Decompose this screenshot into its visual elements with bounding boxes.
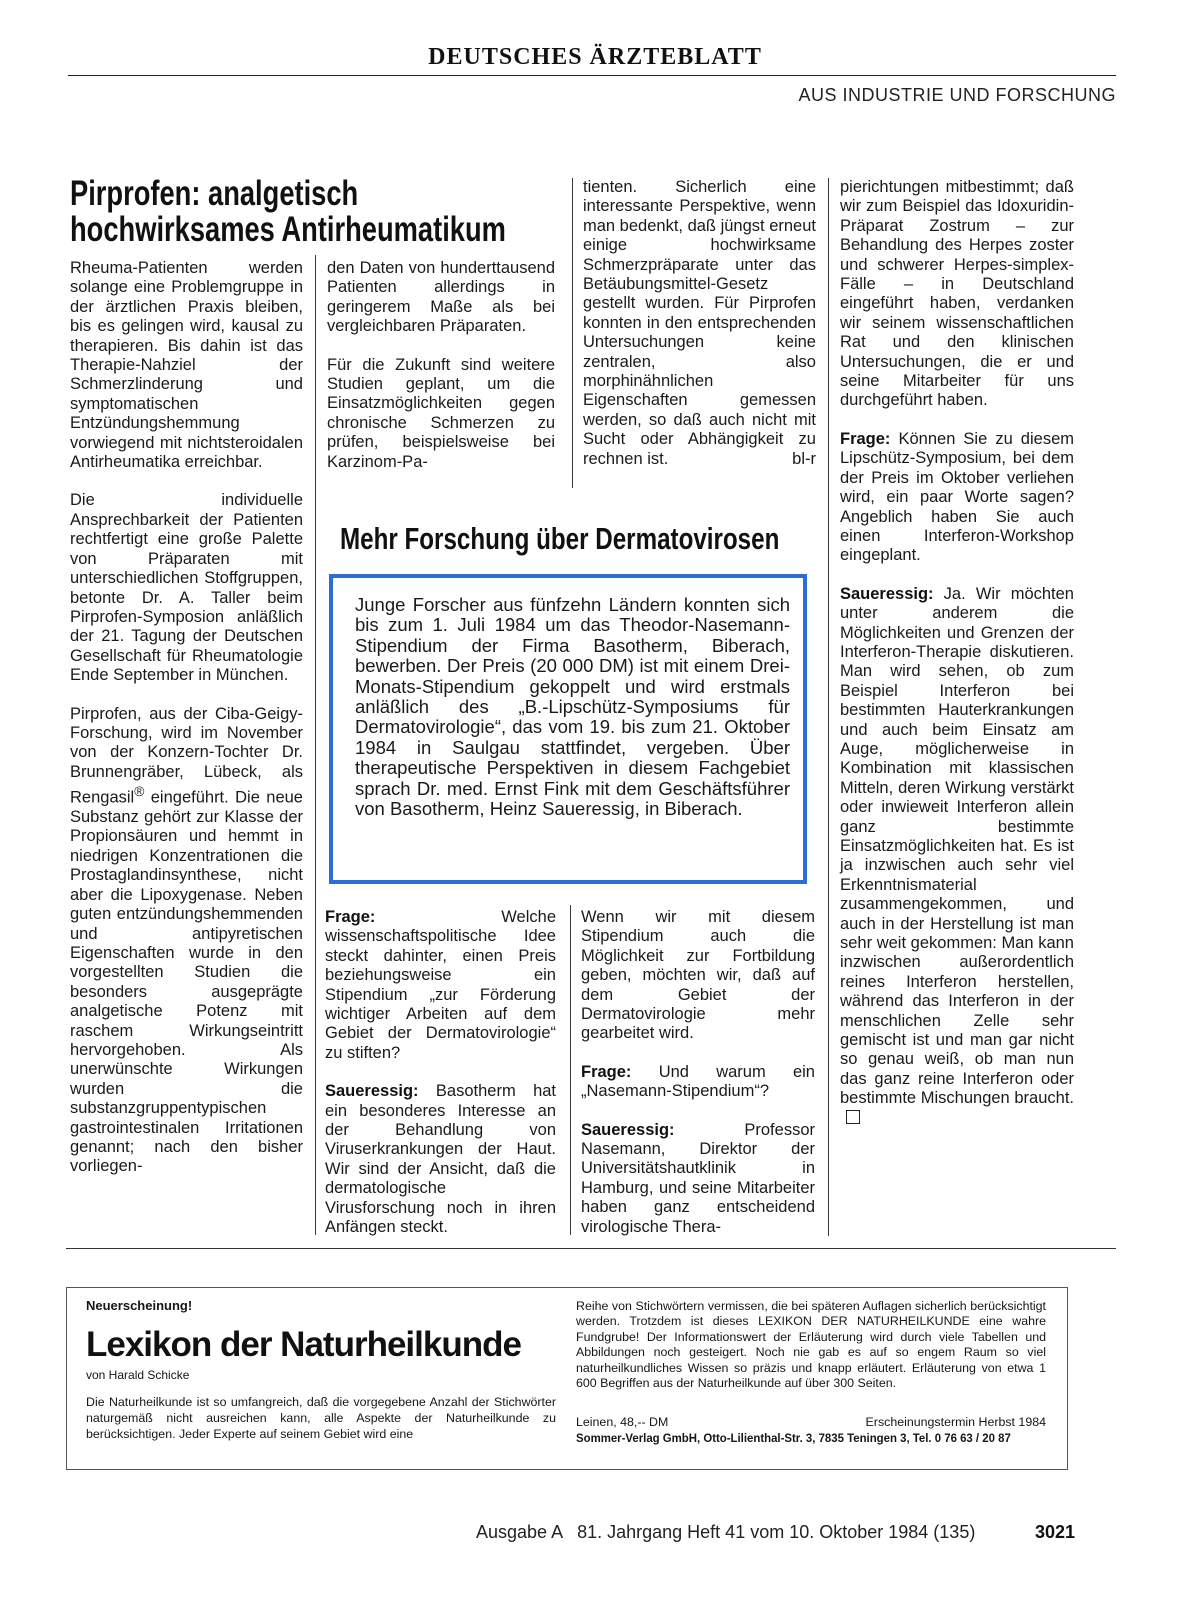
- footer-edition-info: Ausgabe A 81. Jahrgang Heft 41 vom 10. Oktober 1984 (135): [476, 1522, 976, 1542]
- interview-column-2: [581, 908, 815, 1256]
- interview-column-1: [325, 908, 556, 1257]
- answer-text: Professor Nasemann, Direktor der Universitätshautklinik in Hamburg, und seine Mitarbeiter haben ganz entscheidend virologische Thera-: [581, 1120, 815, 1236]
- article-title-line-1: Pirprofen: analgetisch: [70, 174, 359, 213]
- masthead: DEUTSCHES ÄRZTEBLATT: [428, 44, 762, 70]
- question-text: Welche wissenschaftspolitische Idee steckt dahinter, einen Preis beziehungsweise ein Stipendium „zur Förderung wichtiger Arbeiten auf dem Gebiet der Dermatovirologie“ zu stiften?: [325, 908, 556, 1062]
- page-number: 3021: [1035, 1522, 1076, 1542]
- speaker-label: Saueressig:: [840, 584, 934, 603]
- interview-question: [325, 908, 556, 1063]
- speaker-label: Saueressig:: [581, 1120, 675, 1139]
- article-column-1: [70, 259, 303, 1196]
- paragraph: Wenn wir mit diesem Stipendium auch die Möglichkeit zur Fortbildung geben, möchten wir, daß auf dem Gebiet der Dermatovirologie mehr gearbeitet wird.: [581, 908, 815, 1043]
- paragraph: [583, 178, 816, 469]
- interview-column-3: [840, 178, 1074, 1147]
- intro-text: Junge Forscher aus fünfzehn Ländern konnten sich bis zum 1. Juli 1984 um das Theodor-Nasemann-Stipendium der Firma Basotherm, Biberach, bewerben. Der Preis (20 000 DM) ist mit einem Drei-Monats-Stipendium gekoppelt und wird erstmals anläßlich des „B.-Lipschütz-Symposiums für Dermatovirologie“, das vom 19. bis zum 21. Oktober 1984 in Saulgau stattfindet, vergeben. Über therapeutische Perspektiven in diesem Fachgebiet sprach Dr. med. Ernst Fink mit dem Geschäftsführer von Basotherm, Heinz Saueressig, in Biberach.: [355, 594, 790, 820]
- article-column-3: [583, 178, 816, 488]
- section-divider: [66, 1248, 1116, 1249]
- paragraph-text: eingeführt. Die neue Substanz gehört zur Klasse der Propionsäuren und hemmt in niedrigen Konzentrationen die Prostaglandinsynthese, nicht aber die Lipoxygenase. Neben guten entzündungshemmenden und antipyretischen Eigenschaften wurde in den vorgestellten Studien die besonders ausgeprägte analgetische Potenz mit raschem Wirkungseintritt hervorgehoben. Als unerwünschte Wirkungen wurden die substanzgruppentypischen gastrointestinalen Irritationen genannt; nach den bisher vorliegen-: [70, 788, 303, 1176]
- speaker-label: Frage:: [325, 908, 376, 926]
- end-of-article-icon: [846, 1110, 860, 1124]
- speaker-label: Saueressig:: [325, 1082, 419, 1101]
- interview-question: [581, 1063, 815, 1102]
- interview-question: [840, 430, 1074, 566]
- paragraph: Für die Zukunft sind weitere Studien geplant, um die Einsatzmöglichkeiten gegen chronische Schmerzen zu prüfen, beispielsweise bei Karzinom-Pa-: [327, 355, 555, 471]
- paragraph: den Daten von hunderttausend Patienten allerdings in geringerem Maße als bei vergleichbaren Präparaten.: [327, 259, 555, 336]
- article-column-2: [327, 259, 555, 491]
- interview-answer: [840, 585, 1074, 1128]
- column-divider: [315, 255, 316, 1235]
- interview-answer: [581, 1121, 815, 1237]
- paragraph: Die individuelle Ansprechbarkeit der Patienten rechtfertigt eine große Palette von Präparaten mit unterschiedlichen Stoffgruppen, betonte Dr. A. Taller beim Pirprofen-Symposion anläßlich der 21. Tagung der Deutschen Gesellschaft für Rheumatologie Ende September in München.: [70, 491, 303, 685]
- ad-description-left: Die Naturheilkunde ist so umfangreich, daß die vorgegebene Anzahl der Stichwörter naturgemäß nicht ausreichen kann, alle Aspekte der Naturheilkunde zu berücksichtigen. Jeder Experte auf seinem Gebiet wird eine: [86, 1395, 556, 1441]
- paragraph: [70, 705, 303, 1177]
- interview-answer: [325, 1082, 556, 1237]
- answer-text: Ja. Wir möchten unter anderem die Möglichkeiten und Grenzen der Interferon-Therapie diskutieren. Man wird sehen, ob zum Beispiel Interferon bei bestimmten Hauterkrankungen und auch beim Einsatz am Auge, möglicherweise in Kombination mit klassischen Mitteln, deren Wirkung verstärkt oder inwieweit Interferon allein ganz bestimmte Einsatzmöglichkeiten hat. Es ist ja inzwischen auch sehr viel Erkenntnismaterial zusammengekommen, und auch in der Herstellung ist man sehr weit gekommen: Man kann inzwischen außerordentlich reines Interferon herstellen, während das Interferon in der menschlichen Zelle sehr gemischt ist und man gar nicht so genau weiß, ob man nun das ganz reine Interferon oder bestimmte Mischungen braucht.: [840, 584, 1074, 1108]
- speaker-label: Frage:: [581, 1062, 632, 1081]
- author-signature: bl-r: [792, 449, 816, 468]
- ad-price: Leinen, 48,-- DM: [576, 1415, 669, 1429]
- ad-publication-date: Erscheinungstermin Herbst 1984: [865, 1415, 1046, 1429]
- question-text: Können Sie zu diesem Lipschütz-Symposium, bei dem der Preis im Oktober verliehen wird, ein paar Worte sagen? Angeblich haben Sie auch einen Interferon-Workshop eingeplant.: [840, 429, 1074, 565]
- ad-title: Lexikon der Naturheilkunde: [86, 1325, 521, 1364]
- paragraph-text: tienten. Sicherlich eine interessante Perspektive, wenn man bedenkt, daß jüngst erneut einige hochwirksame Schmerzpräparate unter das Betäubungsmittel-Gesetz gestellt wurden. Für Pirprofen konnten in den entsprechenden Untersuchungen keine zentralen, also morphinähnlichen Eigenschaften gemessen werden, so daß auch nicht mit Sucht oder Abhängigkeit zu rechnen ist.: [583, 178, 816, 468]
- header-divider: [68, 75, 1116, 76]
- answer-text: Basotherm hat ein besonderes Interesse an der Behandlung von Viruserkrankungen der Haut. Wir sind der Ansicht, daß die dermatologische Virusforschung noch in ihren Anfängen steckt.: [325, 1082, 556, 1237]
- column-divider: [570, 905, 571, 1235]
- ad-description-right: Reihe von Stichwörtern vermissen, die bei späteren Auflagen sicherlich berücksichtigt werden. Trotzdem ist dieses LEXIKON DER NATURHEILKUNDE eine wahre Fundgrube! Der Informationswert der Erläuterung wird durch viele Tabellen und Abbildungen noch gesteigert. Noch nie gab es auf so engem Raum so viel naturheilkundliches Wissen so präzis und knapp erläutert. Erläuterung von etwa 1 600 Begriffen aus der Naturheilkunde auf über 300 Seiten.: [576, 1299, 1046, 1391]
- section-label: AUS INDUSTRIE UND FORSCHUNG: [798, 85, 1116, 105]
- trademark-sign: ®: [134, 784, 145, 800]
- question-text: Und warum ein „Nasemann-Stipendium“?: [581, 1062, 815, 1101]
- paragraph: Rheuma-Patienten werden solange eine Problemgruppe in der ärztlichen Praxis bleiben, bis es gelingen wird, kausal zu therapieren. Bis dahin ist das Therapie-Nahziel der Schmerzlinderung und symptomatischen Entzündungshemmung vorwiegend mit nichtsteroidalen Antirheumatika erreichbar.: [70, 259, 303, 472]
- column-divider: [828, 178, 829, 1236]
- ad-publisher: Sommer-Verlag GmbH, Otto-Lilienthal-Str. 3, 7835 Teningen 3, Tel. 0 76 63 / 20 87: [576, 1431, 1011, 1445]
- ad-price-row: [576, 1415, 1046, 1430]
- column-divider: [572, 178, 573, 488]
- paragraph: pierichtungen mitbestimmt; daß wir zum Beispiel das Idoxuridin-Präparat Zostrum – zur Behandlung des Herpes zoster und schwerer Herpes-simplex-Fälle – in Deutschland eingeführt haben, verdanken wir seinem wissenschaftlichen Rat und den klinischen Untersuchungen, die er und seine Mitarbeiter für uns durchgeführt haben.: [840, 178, 1074, 410]
- paragraph-text: Pirprofen, aus der Ciba-Geigy-Forschung, wird im November von der Konzern-Tochter Dr. Brunnengräber, Lübeck, als Rengasil: [70, 704, 303, 807]
- article-title: Mehr Forschung über Dermatovirosen: [340, 521, 780, 556]
- article-title-line-2: hochwirksames Antirheumatikum: [70, 210, 506, 249]
- speaker-label: Frage:: [840, 429, 891, 448]
- ad-kicker: Neuerscheinung!: [86, 1298, 193, 1313]
- ad-author: von Harald Schicke: [86, 1368, 190, 1382]
